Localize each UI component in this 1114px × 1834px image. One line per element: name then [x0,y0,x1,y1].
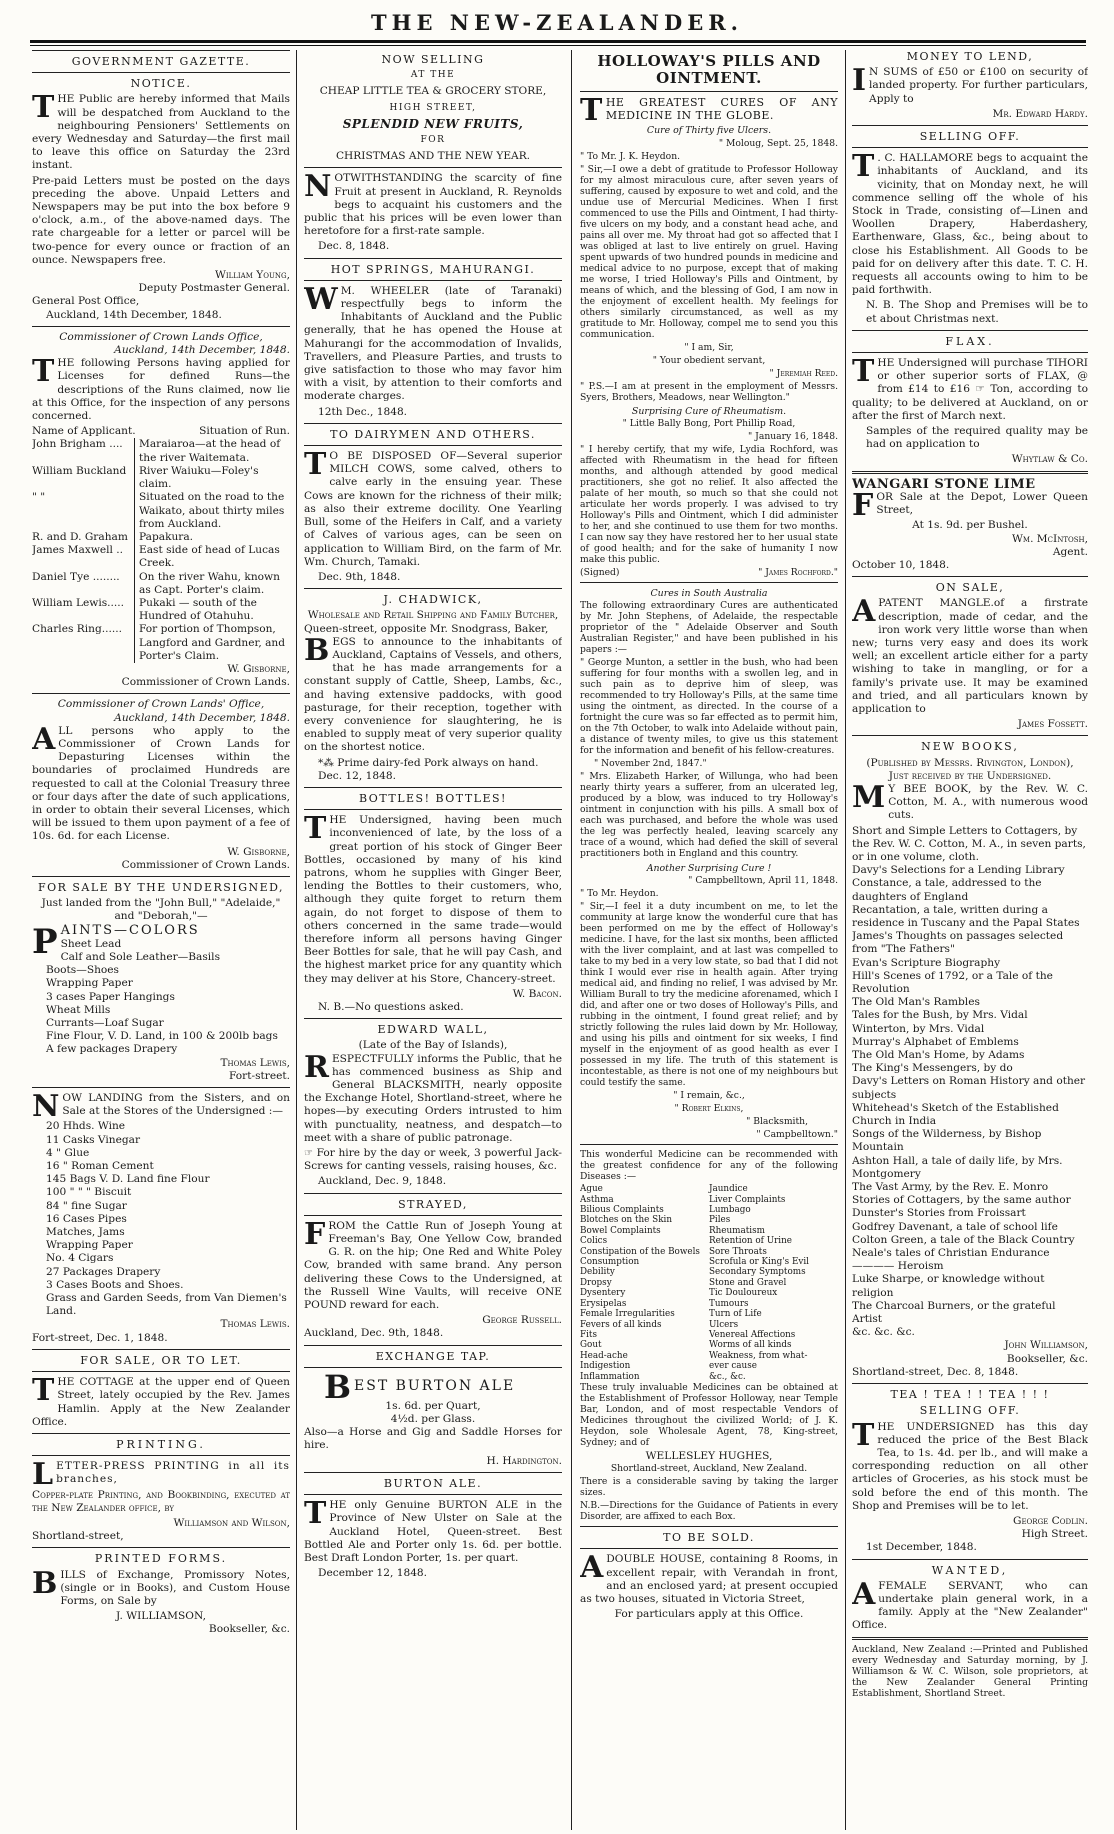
landing-item: 16 Cases Pipes [46,1212,127,1225]
disease-item: Stone and Gravel [709,1277,787,1288]
signature: Wm. McIntosh, [1012,532,1088,545]
case-place: " Moloug, Sept. 25, 1848. [718,137,838,149]
disease-item: Fevers of all kinds [580,1319,662,1330]
office-date: Auckland, 14th December, 1848. [114,344,290,357]
diseases-left [580,1184,709,1382]
signature: James Fossett. [1017,718,1088,731]
disease-item: Indigestion [580,1361,631,1372]
landing-item: 100 " " " Biscuit [46,1186,132,1199]
masthead-rule-thin [30,45,1086,46]
burton-ale-notice: THE only Genuine BURTON ALE in the Province of New Ulster on Sale at the Auckland Hotel, Queen-street. Best Bottled Ale and Porter only 1s. 6d. per bottle. Best Draft London Porter, 1s. per quart. [304,1496,562,1564]
printing-text: Copper-plate Printing, and Bookbinding, executed at the New Zealander office, by [32,1488,290,1514]
flax-samples: Samples of the required quality may be had on application to [866,425,1088,451]
book-item: James's Thoughts on passages selected from "The Fathers" [852,930,1064,956]
landing-item: Grass and Garden Seeds, from Van Diemen's Land. [46,1292,287,1318]
notice-heading: NOTICE. [130,77,192,91]
forms-heading: PRINTED FORMS. [94,1552,228,1566]
disease-item: Jaundice [709,1184,748,1195]
wanted-heading: WANTED, [931,1563,1009,1577]
price-quart: 1s. 6d. per Quart, [385,1399,481,1412]
run-applicant: R. and D. Graham [32,530,128,543]
case-title: Cure of Thirty five Ulcers. [646,125,772,137]
disease-item: &c., &c. [709,1371,746,1382]
book-item: The Old Man's Rambles [852,996,980,1009]
column-rule [845,50,846,1830]
sale-item: Calf and Sole Leather—Basils [60,951,221,963]
selling-off-heading: SELLING OFF. [919,1404,1021,1418]
horse-hire: Also—a Horse and Gig and Saddle Horses for hire. [304,1426,562,1452]
column-1 [32,50,290,1830]
place: General Post Office, [32,295,140,308]
run-applicant: James Maxwell .. [32,544,124,557]
date: Dec. 8, 1848. [318,240,390,253]
notice-text-2: Pre-paid Letters must be posted on the days preceding the above. Unpaid Letters and Newspapers may be put into the box before 9 o'clock, a.m., of the above-named days. The rate chargeable for a letter or parcel will be two-pence for every ounce or fraction of an ounce. Newspapers free. [32,174,290,266]
disease-item: Asthma [580,1194,614,1205]
signature: John Williamson, [1004,1339,1088,1352]
masthead-rule [30,40,1086,43]
holloway-heading: HOLLOWAY'S PILLS AND OINTMENT. [597,52,821,87]
runs-header: Name of Applicant. Situation of Run. [32,425,290,438]
case-sign: " I remain, &c., [673,1090,745,1102]
fruits-banner: SPLENDID NEW FRUITS, [342,116,524,131]
book-item: Hill's Scenes of 1792, or a Tale of the Revolution [852,969,1053,995]
disease-item: Tic Douloureux [709,1288,778,1299]
jack-screws-note: ☞ For hire by the day or week, 3 powerful Jack-Screws for canting vessels, raising houses, &c. [304,1147,562,1173]
books-sub: Just received by the Undersigned. [888,769,1052,782]
book-item: The King's Messengers, by do [852,1062,1013,1075]
book-item: &c. &c. &c. [852,1326,915,1339]
vendors-text: These truly invaluable Medicines can be obtained at the Establishment of Professor Holloway, near Temple Bar, London, and of most respectable Vendors of Medicines throughout the civilized World; of J. K. Heydon, sole Wholesale Agent, 78, King-street, Sydney; and of [580,1381,838,1448]
diseases-right [709,1184,838,1382]
book-item: Davy's Selections for a Lending Library [852,864,1065,877]
run-applicant: John Brigham .... [32,438,123,451]
disease-item: Consumption [580,1257,640,1268]
date: Shortland-street, Dec. 8, 1848. [852,1365,1019,1378]
office-heading: Commissioner of Crown Lands' Office, [57,698,265,711]
case-place: " Little Bally Bong, Port Phillip Road, [622,417,796,429]
money-notice: I N SUMS of £50 or £100 on security of landed property. For further particulars, Apply to [852,63,1088,105]
now-selling-heading: NOW SELLING [381,53,485,66]
signature: George Codlin. [1012,1514,1088,1527]
sale-heading: FOR SALE BY THE UNDERSIGNED, [37,880,285,894]
book-item: Neale's tales of Christian Endurance [852,1247,1050,1260]
signature-place: High Street. [1021,1528,1088,1541]
tea-notice: THE UNDERSIGNED has this day reduced the price of the Best Black Tea, to 1s. 4d. per lb., and will make a corresponding reduction on all other articles of Groceries, as his stock must be sold before the end of this month. The Shop and Premises will be to let. [852,1417,1088,1512]
particulars: For particulars apply at this Office. [614,1608,804,1621]
disease-item: Dropsy [580,1277,612,1288]
case-body: " Sir,—I feel it a duty incumbent on me, to let the community at large know the wonderful cure that has been performed on me by the effect of Holloway's medicine. I have, for the last six months, been afflicted with the liver complaint, and at last was compelled to take to my bed in a very low state, so bad that I did not think I would ever rise in health again. After trying medical aid, and finding no relief, I was advised by Mr. William Burall to try the medicine aforenamed, which I did, and after one or two doses of Holloway's Pills, and rubbing in the ointment, I found great relief; and by strictly following the rules laid down by Mr. Holloway, and using his pills and ointment for six weeks, I find myself in the enjoyment of as good health as ever I possessed in my life. The truth of this statement is incontestable, as there is not one of my neighbours but could testify the same. [580,901,838,1089]
book-item: Davy's Letters on Roman History and other subjects [852,1075,1086,1101]
run-row [32,465,290,491]
books-first: M Y BEE BOOK, by the Rev. W. C. Cotton, M. A., with numerous wood cuts. [852,779,1088,822]
signature: H. Hardington. [486,1454,562,1467]
landing-items [32,1120,290,1318]
money-heading: MONEY TO LEND, [906,50,1034,63]
disease-item: Liver Complaints [709,1194,786,1205]
date: 12th Dec., 1848. [318,405,408,418]
run-situation: Papakura. [134,531,290,544]
lime-heading: WANGARI STONE LIME [852,476,1036,492]
tea-heading: TEA ! TEA ! ! TEA ! ! ! [890,1388,1050,1402]
disease-item: Bowel Complaints [580,1225,661,1236]
disease-item: Rheumatism [709,1225,765,1236]
forms-notice: BILLS of Exchange, Promissory Notes, (single or in Books), and Custom House Forms, on Sale by [32,1565,290,1607]
sale-item: Sheet Lead [60,937,122,950]
printing-notice: LETTER-PRESS PRINTING in all its branches, [32,1457,290,1493]
holloway-sub: THE GREATEST CURES OF ANY MEDICINE IN THE GLOBE. [580,93,838,128]
signature: William Young, [214,269,290,282]
sale-item: A few packages Drapery [46,1043,178,1056]
printing-heading: PRINTING. [116,1437,206,1451]
column-rule [571,50,572,1830]
signature: Whytlaw & Co. [1011,453,1088,466]
signature: Thomas Lewis, [220,1056,290,1069]
run-situation: Situated on the road to the Waikato, about thirty miles from Auckland. [134,491,290,531]
bottles-heading: BOTTLES! BOTTLES! [359,791,507,805]
books-heading: NEW BOOKS, [921,740,1019,754]
signature: W. Bacon. [512,987,562,1000]
signature: J. WILLIAMSON, [116,1610,206,1623]
dairymen-heading: TO DAIRYMEN AND OTHERS. [330,427,536,441]
christmas-line: CHRISTMAS AND THE NEW YEAR. [335,150,531,163]
landing-item: 27 Packages Drapery [46,1265,161,1278]
signature-title: Bookseller, &c. [1006,1352,1088,1365]
office-date: Auckland, 14th December, 1848. [114,711,290,724]
hot-springs-heading: HOT SPRINGS, MAHURANGI. [330,262,536,276]
imprint: Auckland, New Zealand :—Printed and Published every Wednesday and Saturday morning, by J. Williamson & W. C. Wilson, sole proprietors, at the New Zealander General Printing Establishment, Shortland Street. [852,1643,1088,1699]
landing-item: 84 " fine Sugar [46,1199,127,1212]
run-situation: On the river Wahu, known as Capt. Porter's claim. [134,571,290,597]
date: October 10, 1848. [852,558,950,571]
sale-item: Wrapping Paper [46,977,133,990]
signature: George Russell. [482,1314,562,1327]
case-sign: " Blacksmith, [746,1116,808,1128]
notice-text: THE Public are hereby informed that Mails will be despatched from Auckland to the neighbouring Pensioners' Settlements on every Wednesday and Saturday—the first mail to leave this office on Saturday the 23rd instant. [32,90,290,172]
flax-heading: FLAX. [945,334,995,348]
book-item: Short and Simple Letters to Cottagers, by the Rev. W. C. Cotton, M. A., in seven parts, or in one volume, cloth. [852,824,1086,863]
now-selling-at: AT THE [410,70,456,81]
case-title: Surprising Cure of Rheumatism. [631,405,787,417]
sale-item: Currants—Loaf Sugar [46,1017,164,1030]
case-sign: " I am, Sir, [684,341,734,353]
case-body: " George Munton, a settler in the bush, who had been suffering for four months with a swollen leg, and in such pain as to deprive him of sleep, was recommended to try Holloway's Pills, at the same time using the ointment, as directed. In the course of a fortnight the cure was so far effected as to permit him, on the 7th October, to walk into Adelaide without pain, a distance of twenty miles, to give us this statement for the information and benefit of his fellow-creatures. [580,657,838,757]
run-applicant: William Buckland [32,464,127,477]
licenses-notice: ALL persons who apply to the Commissioner of Crown Lands for Depasturing Licenses within the boundaries of proclaimed Hundreds are requested to call at the Colonial Treasury three or four days after the date of such applications, in order to obtain their several Licenses, which will be issued to them upon payment of a fee of 10s. 6d. for each License. [32,721,290,843]
run-situation: Pukaki — south of the Hundred of Otahuhu. [134,597,290,623]
hallamore-notice: T . C. HALLAMORE begs to acquaint the inhabitants of Auckland, and its vicinity, that on Monday next, he will commence selling off the whole of his Stock in Trade, consisting of—Linen and Woollen Drapery, Haberdashery, Earthenware, Glass, &c., being about to close his Establishment. All Goods to be paid for on delivery after this date. T. C. H. requests all accounts owing to him to be paid forthwith. [852,149,1088,297]
bottles-notice: THE Undersigned, having been much inconvenienced of late, by the loss of a great portion of his stock of Ginger Beer Bottles, occasioned by many of his kind patrons, whom he supplies with Ginger Beer, lending the Bottles to their customers, who, although they quite forget to return them again, do not forget to dispose of them to others concerned in the same trade—would therefore inform all persons having Ginger Beer Bottles for sale, that he will pay Cash, and the highest market price for any quantity which they may deliver at his Store, Chancery-street. [304,811,562,985]
signature-title: Deputy Postmaster General. [138,282,290,295]
masthead [0,0,1114,46]
directions-note: N.B.—Directions for the Guidance of Patients in every Disorder, are affixed to each Box. [580,1500,838,1523]
run-situation: East side of head of Lucas Creek. [134,544,290,570]
date: Dec. 9th, 1848. [318,570,401,583]
landing-item: 3 Cases Boots and Shoes. [46,1278,184,1291]
disease-item: Lumbago [709,1205,751,1216]
disease-item: Weakness, from what- [709,1350,808,1361]
run-applicant: Daniel Tye ........ [32,570,120,583]
book-item: Whitehead's Sketch of the Established Church in India [852,1101,1059,1128]
runs-notice: THE following Persons having applied for Licenses for defined Runs—the descriptions of the Runs claimed, now lie at this Office, for the inspection of any persons concerned. [32,354,290,423]
landing-item: 4 " Glue [46,1146,90,1159]
disease-item: Retention of Urine [709,1236,792,1247]
books-sub: (Published by Messrs. Rivington, London), [866,756,1074,769]
landing-item: Matches, Jams [46,1226,125,1239]
book-item: The Old Man's Home, by Adams [852,1049,1025,1062]
blacksmith-notice: RESPECTFULLY informs the Public, that he has commenced business as Ship and General BLACKSMITH, nearly opposite the Exchange Hotel, Shortland-street, where he hopes—by executing Orders intrusted to him with punctuality, neatness, and despatch—to meet with a share of public patronage. [304,1049,562,1144]
signature: Thomas Lewis. [220,1318,290,1331]
date: Dec. 12, 1848. [318,769,396,782]
wanted-notice: AFEMALE SERVANT, who can undertake plain general work, in a family. Apply at the "New Zealander" Office. [852,1576,1088,1632]
disease-item: Tumours [709,1298,749,1309]
signature: W. Gisborne, [227,845,290,858]
run-row [32,623,290,663]
disease-item: ever cause [709,1361,757,1372]
sale-item: Fine Flour, V. D. Land, in 100 & 200lb bags [46,1030,278,1043]
signature-title: Commissioner of Crown Lands. [121,858,290,871]
case-ps: " P.S.—I am at present in the employment of Messrs. Syers, Brothers, Meadows, near Wellington." [580,380,838,403]
signature-place: Fort-street. [229,1069,290,1082]
case-title: Cures in South Australia [650,587,768,599]
note: N. B.—No questions asked. [318,1001,464,1013]
sale-sub: Just landed from the "John Bull," "Adelaide," and "Deborah,"— [41,897,281,923]
fruits-notice: NOTWITHSTANDING the scarcity of fine Fruit at present in Auckland, R. Reynolds begs to acquaint his customers and the public that his prices will be even lower than heretofore for a first-rate sample. [304,169,562,238]
sale-first: PAINTS—COLORS [32,921,200,962]
case-date: " January 16, 1848. [748,430,838,442]
run-row [32,531,290,544]
disease-item: Fits [580,1329,597,1340]
column-2 [304,50,562,1830]
agent-name: WELLESLEY HUGHES, [645,1449,773,1462]
on-sale-heading: ON SALE, [935,581,1005,595]
book-item: Murray's Alphabet of Emblems [852,1035,1019,1048]
disease-item: Venereal Affections [709,1329,796,1340]
disease-item: Ague [580,1184,603,1195]
disease-item: Turn of Life [709,1309,762,1320]
disease-item: Inflammation [580,1371,640,1382]
note: N. B. The Shop and Premises will be to et about Christmas next. [866,299,1088,325]
landing-item: 145 Bags V. D. Land fine Flour [46,1173,210,1186]
case-sign-name: " Jeremiah Reed. [769,367,838,379]
run-row [32,438,290,464]
date: Fort-street, Dec. 1, 1848. [32,1331,168,1344]
hot-springs-notice: W M. WHEELER (late of Taranaki) respectfully begs to inform the Inhabitants of Auckland and the Public generally, that he has opened the House at Mahurangi for the accommodation of Invalids, Travellers, and Pleasure Parties, and trusts to give satisfaction to those who may favor him with a visit, by attention to their comforts and moderate charges. [304,281,562,403]
saving-note: There is a considerable saving by taking the larger sizes. [580,1476,838,1499]
case-title: Another Surprising Cure ! [646,863,772,875]
disease-item: Worms of all kinds [709,1340,792,1351]
gazette-heading: GOVERNMENT GAZETTE. [71,55,251,68]
run-row [32,571,290,597]
edward-wall-sub: (Late of the Bay of Islands), [358,1039,508,1052]
case-sign-name: " Robert Elkins, [674,1103,744,1115]
case-intro: The following extraordinary Cures are authenticated by Mr. John Stephens, of Adelaide, the respectable proprietor of the " Adelaide Observer and South Australian Register," and have been published in his papers :— [580,600,838,656]
sale-item: Wheat Mills [46,1003,111,1016]
case-to: " To Mr. Heydon. [580,888,659,900]
to-be-sold-heading: TO BE SOLD. [663,1531,755,1545]
street: Shortland-street, [32,1530,124,1543]
book-item: Dunster's Stories from Froissart [852,1207,1026,1220]
strayed-notice: FROM the Cattle Run of Joseph Young at Freeman's Bay, One Yellow Cow, branded G. R. on the hip; One Red and White Poley Cow, branded with same brand. Any person delivering these Cows to the Undersigned, at the Russell Wine Vaults, will receive ONE POUND reward for each. [304,1216,562,1312]
burton-ale-heading: BURTON ALE. [383,1476,483,1490]
books-list [852,825,1088,1340]
book-item: Luke Sharpe, or knowledge without religion [852,1273,1045,1299]
chadwick-sub: Wholesale and Retail Shipping and Family Butcher, [307,609,559,622]
strayed-heading: STRAYED, [398,1197,468,1211]
office-heading: Commissioner of Crown Lands Office, [59,330,263,343]
agent-address: Shortland-street, Auckland, New Zealand. [610,1463,808,1475]
case-sign: " Campbelltown." [756,1129,838,1141]
disease-item: Scrofula or King's Evil [709,1257,809,1268]
case-date: " November 2nd, 1847." [594,758,707,770]
signature-title: Commissioner of Crown Lands. [121,676,290,689]
sale-items [32,938,290,1057]
landing-item: No. 4 Cigars [46,1252,114,1265]
case-place: " Campbelltown, April 11, 1848. [688,875,838,887]
disease-item: Constipation of the Bowels [580,1246,700,1257]
signature: Mr. Edward Hardy. [992,107,1088,120]
book-item: Evan's Scripture Biography [852,956,1001,969]
let-heading: FOR SALE, OR TO LET. [80,1353,242,1367]
disease-item: Debility [580,1267,615,1278]
disease-item: Piles [709,1215,731,1226]
book-item: Colton Green, a tale of the Black Country [852,1233,1075,1246]
disease-item: Blotches on the Skin [580,1215,673,1226]
book-item: Ashton Hall, a tale of daily life, by Mrs. Montgomery [852,1154,1063,1180]
landing-item: Wrapping Paper [46,1239,133,1252]
column-rule [296,50,297,1830]
runs-list [32,438,290,662]
book-item: Songs of the Wilderness, by Bishop Mountain [852,1128,1042,1154]
dairymen-notice: T O BE DISPOSED OF—Several superior MILCH COWS, some calved, others to calve early in the ensuing year. These Cows are known for the richness of their milk; as also their extreme docility. One Yearling Bull, some of the Heifers in Calf, and a variety of Calves of various ages, can be seen on application to William Bird, on the farm of Mr. Wm. Church, Tamaki. [304,447,562,568]
chadwick-notice: BEGS to announce to the inhabitants of Auckland, Captains of Vessels, and others, that he has made arrangements for a constant supply of Cattle, Sheep, Lambs, &c., and having extensive paddocks, with good pasturage, for their reception, together with every convenience for slaughtering, he is enabled to supply meat of very superior quality on the shortest notice. [304,632,562,754]
column-3 [580,50,838,1830]
date: Auckland, 14th December, 1848. [46,308,222,321]
signature-title: Bookseller, &c. [208,1623,290,1636]
landing-item: 20 Hhds. Wine [46,1120,126,1133]
diseases-intro: This wonderful Medicine can be recommended with the greatest confidence for any of the following Diseases :— [580,1149,838,1183]
case-body: " Sir,—I owe a debt of gratitude to Professor Holloway for my almost miraculous cure, after seven years of suffering, caused by exposure to wet and cold, and the undue use of Mercurial Medicines. When I first commenced to use the Pills and Ointment, I had thirty-five ulcers on my body, and a constant head ache, and pains all over me. My throat had got so affected that I was obliged at last to live entirely on gruel. Having spent upwards of two hundred pounds in medicine and medical advice to no purpose, except that of making me worse, I tried Holloway's Pills and Ointment, by means of which, and the blessing of God, I am now in the enjoyment of excellent health. My feelings for others similarly circumstanced, as well as my gratitude to Mr. Holloway, compel me to send you this communication. [580,163,838,340]
case-body: " I hereby certify, that my wife, Lydia Rochford, was affected with Rheumatism in the head for fifteen months, and although attended by good medical practitioners, she got no relief. It also affected the palate of her mouth, so much so that she could not articulate her words properly. I was advised to try Holloway's Pills and Ointment, which I did administer to her, and she continued to use them for two months. I can now say they have restored her to her usual state of good health; and for the sake of humanity I now make this public. [580,443,838,565]
case-sign: (Signed) " James Rochford." [580,566,838,578]
date: December 12, 1848. [318,1567,428,1580]
lime-price: At 1s. 9d. per Bushel. [912,519,1028,532]
disease-item: Secondary Symptoms [709,1267,806,1278]
disease-item: Gout [580,1340,602,1351]
lime-notice: FOR Sale at the Depot, Lower Queen Street, [852,487,1088,523]
store-name: CHEAP LITTLE TEA & GROCERY STORE, [319,85,547,98]
case-to: " To Mr. J. K. Heydon. [580,150,681,162]
selling-off-heading: SELLING OFF. [919,130,1021,144]
run-applicant: " " [32,491,46,504]
price-glass: 4½d. per Glass. [390,1413,476,1426]
printers: Williamson and Wilson, [173,1516,290,1529]
burton-ale-title: BEST BURTON ALE [324,1367,516,1406]
run-row [32,544,290,570]
run-situation: Maraiaroa—at the head of the river Waitemata. [134,438,290,464]
disease-item: Ulcers [709,1319,739,1330]
date: 1st December, 1848. [866,1541,977,1554]
date: Auckland, Dec. 9th, 1848. [304,1327,444,1340]
store-street: HIGH STREET, [389,102,477,113]
mangle-notice: APATENT MANGLE.of a firstrate description, made of cedar, and the iron work very little worse than when new; turns very easy and does its work well; an excellent article either for a party wishing to take in mangling, or for a family's private use. It may be examined and tried, and all particulars known by application to [852,594,1088,715]
cottage-notice: THE COTTAGE at the upper end of Queen Street, lately occupied by the Rev. James Hamlin. Apply at the New Zealander Office. [32,1373,290,1428]
book-item: Godfrey Davenant, a tale of school life [852,1220,1058,1233]
run-row [32,597,290,623]
book-item: Tales for the Bush, by Mrs. Vidal [852,1009,1028,1022]
run-applicant: William Lewis..... [32,596,125,609]
sale-item: 3 cases Paper Hangings [46,990,175,1003]
date: Auckland, Dec. 9, 1848. [318,1175,447,1188]
book-item: The Vast Army, by the Rev. E. Monro [852,1181,1049,1194]
disease-item: Female Irregularities [580,1309,675,1320]
case-sign: " Your obedient servant, [652,354,766,366]
case-body: " Mrs. Elizabeth Harker, of Willunga, who had been nearly thirty years a sufferer, from an ulcerated leg, produced by a blow, was induced to try Holloway's ointment in conjunction with his pills. A small box of each was purchased, and before the whole was used the leg was perfectly healed, leaving scarcely any trace of a wound, which had defied the skill of several practitioners both in England and this country. [580,771,838,860]
edward-wall-heading: EDWARD WALL, [377,1023,489,1037]
landing-item: 16 " Roman Cement [46,1160,154,1173]
run-applicant: Charles Ring...... [32,623,122,636]
book-item: Recantation, a tale, written during a residence in Tuscany and the Papal States [852,903,1080,929]
pork-note: *⁂ Prime dairy-fed Pork always on hand. [318,756,539,769]
disease-item: Dysentery [580,1288,626,1299]
disease-item: Colics [580,1236,608,1247]
book-item: Stories of Cottagers, by the same author [852,1194,1071,1207]
house-notice: ADOUBLE HOUSE, containing 8 Rooms, in excellent repair, with Verandah in front, and an enclosed yard; at present occupied as two houses, situated in Victoria Street, [580,1550,838,1605]
book-item: Winterton, by Mrs. Vidal [852,1022,985,1035]
run-situation: River Waiuku—Foley's claim. [134,465,290,491]
book-item: Constance, a tale, addressed to the daughters of England [852,877,1042,903]
flax-notice: THE Undersigned will purchase TIHORI or other superior sorts of FLAX, @ from £14 to £16 ☞ Ton, according to quality; to be delivered at Auckland, on or after the first of March next. [852,354,1088,422]
book-item: ———— Heroism [852,1260,944,1273]
chadwick-heading: J. CHADWICK, [383,593,483,607]
diseases-list [580,1184,838,1382]
book-item: The Charcoal Burners, or the grateful Artist [852,1299,1056,1326]
landing-notice: NOW LANDING from the Sisters, and on Sale at the Stores of the Undersigned :— [32,1089,290,1125]
chadwick-address: Queen-street, opposite Mr. Snodgrass, Baker, [304,622,549,635]
column-4 [852,50,1088,1830]
exchange-tap-heading: EXCHANGE TAP. [375,1349,491,1363]
run-row [32,491,290,531]
disease-item: Head-ache [580,1350,628,1361]
landing-item: 11 Casks Vinegar [46,1133,141,1146]
signature-title: Agent. [1052,545,1088,558]
for-label: FOR [420,135,446,146]
newspaper-title: THE NEW-ZEALANDER. [370,10,743,35]
run-situation: For portion of Thompson, Langford and Gardner, and Porter's Claim. [134,623,290,663]
disease-item: Erysipelas [580,1298,627,1309]
sale-item: Boots—Shoes [46,964,119,977]
disease-item: Sore Throats [709,1246,767,1257]
disease-item: Bilious Complaints [580,1205,664,1216]
pointing-hand-icon: ☞ [304,1148,313,1160]
signature: W. Gisborne, [227,662,290,675]
